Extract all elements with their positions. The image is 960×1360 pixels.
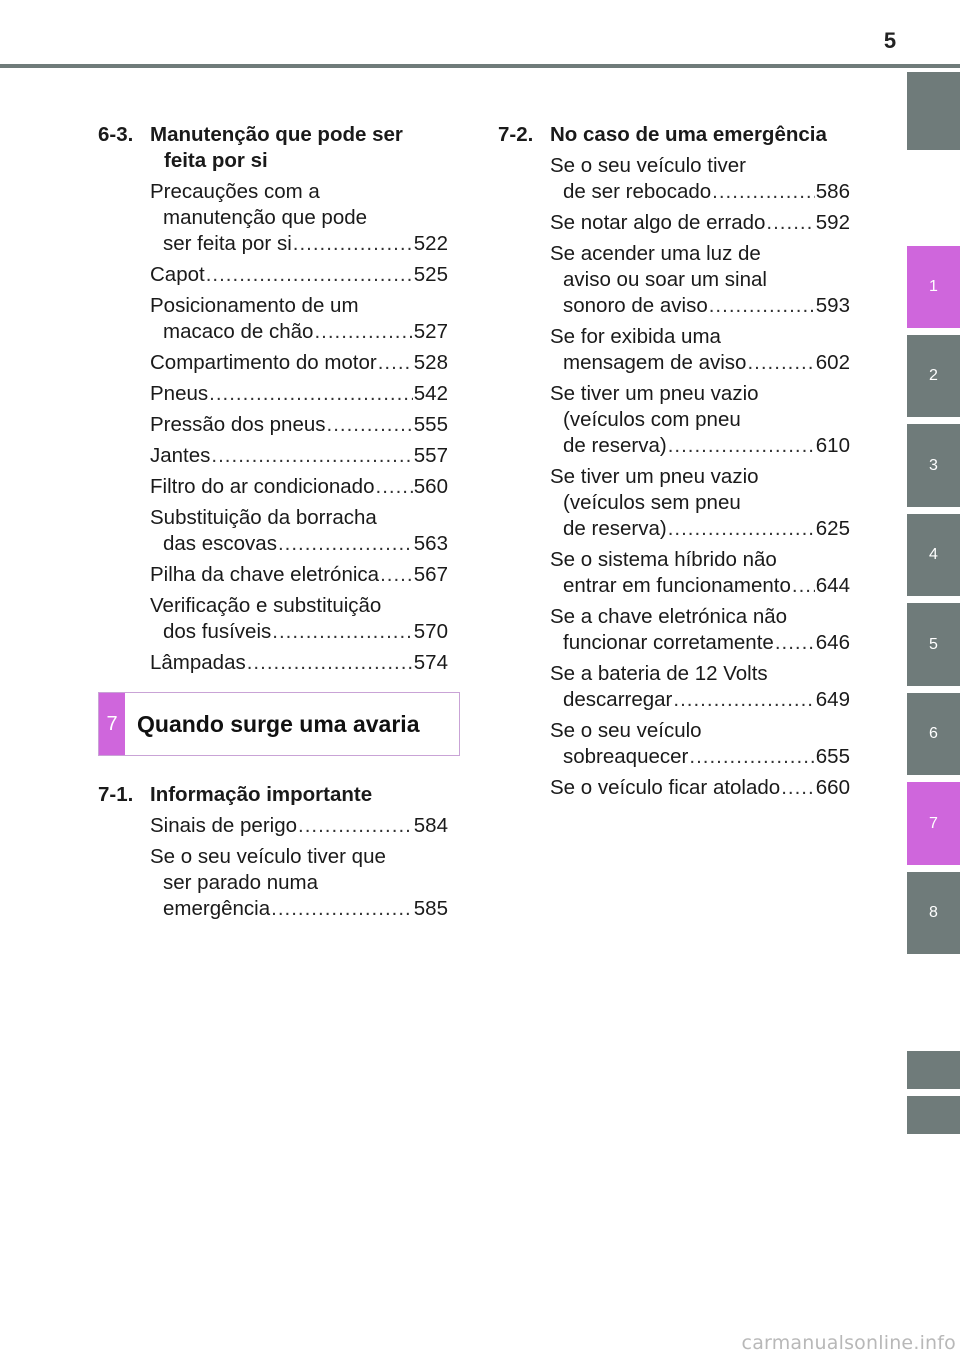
toc-entry-title: sobreaquecer xyxy=(563,745,689,768)
page-reference: 646 xyxy=(815,631,850,654)
page-reference: 542 xyxy=(413,382,448,405)
toc-entry-title: macaco de chão xyxy=(163,320,314,343)
dot-leader xyxy=(781,775,815,801)
dot-leader xyxy=(378,350,413,376)
toc-entry-line: Se a chave eletrónica não xyxy=(550,605,788,628)
dot-leader xyxy=(747,350,814,376)
section-7-1 xyxy=(98,782,448,927)
toc-entry[interactable] xyxy=(550,464,850,542)
page-number: 5 xyxy=(883,28,897,53)
toc-entry-title: Se o veículo ficar atolado xyxy=(550,776,781,799)
toc-entry-title: dos fusíveis xyxy=(163,620,272,643)
dot-leader xyxy=(211,443,412,469)
section-title: No caso de uma emergência xyxy=(550,123,827,146)
dot-leader xyxy=(271,896,413,922)
toc-entry[interactable] xyxy=(550,381,850,459)
toc-entry-title: de reserva) xyxy=(563,434,667,457)
section-title: Manutenção que pode ser feita por si xyxy=(150,123,403,172)
section-title: Informação importante xyxy=(150,783,373,806)
toc-entry-line: Se a bateria de 12 Volts xyxy=(550,662,768,685)
toc-entry[interactable] xyxy=(150,813,448,839)
toc-entry-title: funcionar corretamente xyxy=(563,631,774,654)
section-6-3 xyxy=(98,122,448,676)
toc-entry-line: manutenção que pode xyxy=(163,206,368,229)
chapter-tab-5[interactable]: 5 xyxy=(907,603,960,686)
toc-entry-title: de ser rebocado xyxy=(563,180,712,203)
page-reference: 574 xyxy=(413,651,448,674)
toc-entry[interactable] xyxy=(550,604,850,656)
toc-entry-line: Se o seu veículo tiver xyxy=(550,154,746,177)
page-reference: 649 xyxy=(815,688,850,711)
toc-entry[interactable] xyxy=(550,547,850,599)
toc-entry[interactable] xyxy=(150,179,448,257)
page-reference: 625 xyxy=(815,517,850,540)
page-reference: 555 xyxy=(413,413,448,436)
toc-entry[interactable] xyxy=(150,350,448,376)
dot-leader xyxy=(376,474,413,500)
toc-entry-title: Sinais de perigo xyxy=(150,814,298,837)
toc-entry-title: Jantes xyxy=(150,444,211,467)
chapter-tabs xyxy=(907,0,960,1360)
dot-leader xyxy=(206,262,413,288)
chapter-number-badge: 7 xyxy=(99,693,125,755)
toc-entry[interactable] xyxy=(150,505,448,557)
dot-leader xyxy=(298,813,413,839)
dot-leader xyxy=(673,687,814,713)
toc-entry[interactable] xyxy=(550,241,850,319)
dot-leader xyxy=(278,531,413,557)
dot-leader xyxy=(327,412,413,438)
page-reference: 584 xyxy=(413,814,448,837)
toc-entry-title: Se notar algo de errado xyxy=(550,211,766,234)
dot-leader xyxy=(792,573,815,599)
toc-entry[interactable] xyxy=(150,262,448,288)
toc-entry-title: emergência xyxy=(163,897,271,920)
toc-entry-line: Se o sistema híbrido não xyxy=(550,548,777,571)
toc-entry-list xyxy=(150,179,448,676)
chapter-tab-index-b[interactable] xyxy=(907,1096,960,1134)
toc-entry-title: Lâmpadas xyxy=(150,651,246,674)
dot-leader xyxy=(775,630,815,656)
section-number: 6-3. xyxy=(98,123,134,146)
chapter-heading[interactable] xyxy=(98,692,460,756)
page-reference: 660 xyxy=(815,776,850,799)
right-column xyxy=(498,122,850,806)
toc-entry-title: Capot xyxy=(150,263,205,286)
page-reference: 592 xyxy=(815,211,850,234)
page-reference: 644 xyxy=(815,574,850,597)
chapter-tab-index-a[interactable] xyxy=(907,1051,960,1089)
toc-entry-line: Substituição da borracha xyxy=(150,506,377,529)
header-rule xyxy=(0,64,960,68)
chapter-tab-8[interactable]: 8 xyxy=(907,872,960,954)
dot-leader xyxy=(380,562,413,588)
page-reference: 560 xyxy=(413,475,448,498)
toc-entry[interactable] xyxy=(550,718,850,770)
toc-entry[interactable] xyxy=(150,443,448,469)
toc-entry-line: Se o seu veículo tiver que xyxy=(150,845,386,868)
dot-leader xyxy=(668,516,815,542)
toc-entry-title: ser feita por si xyxy=(163,232,292,255)
toc-entry-list xyxy=(150,813,448,922)
page-reference: 570 xyxy=(413,620,448,643)
chapter-tab-3[interactable]: 3 xyxy=(907,424,960,507)
page-reference: 528 xyxy=(413,351,448,374)
dot-leader xyxy=(209,381,413,407)
toc-entry[interactable] xyxy=(150,650,448,676)
page-reference: 522 xyxy=(413,232,448,255)
toc-entry-line: aviso ou soar um sinal xyxy=(563,268,767,291)
toc-entry[interactable] xyxy=(550,775,850,801)
chapter-tab-6[interactable]: 6 xyxy=(907,693,960,775)
toc-entry[interactable] xyxy=(150,593,448,645)
toc-entry-line: Se o seu veículo xyxy=(550,719,702,742)
toc-entry-line: Se tiver um pneu vazio xyxy=(550,382,759,405)
toc-entry-line: Verificação e substituição xyxy=(150,594,382,617)
dot-leader xyxy=(272,619,413,645)
toc-entry[interactable] xyxy=(550,661,850,713)
toc-entry-line: Se acender uma luz de xyxy=(550,242,761,265)
dot-leader xyxy=(247,650,413,676)
dot-leader xyxy=(293,231,413,257)
dot-leader xyxy=(709,293,815,319)
page-reference: 586 xyxy=(815,180,850,203)
dot-leader xyxy=(712,179,815,205)
toc-entry[interactable] xyxy=(150,293,448,345)
section-number: 7-2. xyxy=(498,123,534,146)
page-reference: 593 xyxy=(815,294,850,317)
toc-entry[interactable] xyxy=(150,412,448,438)
dot-leader xyxy=(689,744,814,770)
toc-entry[interactable] xyxy=(150,562,448,588)
chapter-title: Quando surge uma avaria xyxy=(137,710,420,737)
toc-entry-title: Filtro do ar condicionado xyxy=(150,475,375,498)
toc-entry-line: Se for exibida uma xyxy=(550,325,721,348)
chapter-tab-2[interactable]: 2 xyxy=(907,335,960,417)
toc-entry-title: Compartimento do motor xyxy=(150,351,377,374)
toc-entry-line: ser parado numa xyxy=(163,871,318,894)
toc-entry[interactable] xyxy=(150,844,448,922)
page-reference: 602 xyxy=(815,351,850,374)
toc-entry-title: descarregar xyxy=(563,688,673,711)
chapter-tab-top[interactable] xyxy=(907,72,960,150)
page-reference: 563 xyxy=(413,532,448,555)
dot-leader xyxy=(668,433,815,459)
chapter-tab-1[interactable]: 1 xyxy=(907,246,960,328)
dot-leader xyxy=(314,319,412,345)
toc-entry-line: (veículos sem pneu xyxy=(563,491,741,514)
watermark: carmanualsonline.info xyxy=(741,1332,956,1354)
page-reference: 655 xyxy=(815,745,850,768)
toc-entry-title: entrar em funcionamento xyxy=(563,574,791,597)
toc-entry-title: mensagem de aviso xyxy=(563,351,747,374)
toc-entry-title: Pilha da chave eletrónica xyxy=(150,563,380,586)
toc-entry-line: Precauções com a xyxy=(150,180,320,203)
toc-entry-list xyxy=(550,153,850,801)
toc-entry[interactable] xyxy=(550,153,850,205)
toc-entry-title: Pressão dos pneus xyxy=(150,413,326,436)
left-column xyxy=(98,122,448,681)
chapter-tab-4[interactable]: 4 xyxy=(907,514,960,596)
toc-entry[interactable] xyxy=(550,324,850,376)
section-number: 7-1. xyxy=(98,783,134,806)
toc-entry-title: de reserva) xyxy=(563,517,667,540)
toc-entry[interactable] xyxy=(150,474,448,500)
page-reference: 525 xyxy=(413,263,448,286)
toc-entry-line: Se tiver um pneu vazio xyxy=(550,465,759,488)
toc-entry-line: Posicionamento de um xyxy=(150,294,359,317)
chapter-tab-7[interactable]: 7 xyxy=(907,782,960,865)
section-7-2 xyxy=(498,122,850,801)
page-reference: 557 xyxy=(413,444,448,467)
page-reference: 585 xyxy=(413,897,448,920)
toc-entry-line: (veículos com pneu xyxy=(563,408,741,431)
page-reference: 567 xyxy=(413,563,448,586)
page-reference: 610 xyxy=(815,434,850,457)
toc-entry-title: Pneus xyxy=(150,382,209,405)
toc-entry-title: sonoro de aviso xyxy=(563,294,708,317)
page-reference: 527 xyxy=(413,320,448,343)
dot-leader xyxy=(766,210,814,236)
toc-entry-title: das escovas xyxy=(163,532,277,555)
toc-entry[interactable] xyxy=(150,381,448,407)
toc-entry[interactable] xyxy=(550,210,850,236)
